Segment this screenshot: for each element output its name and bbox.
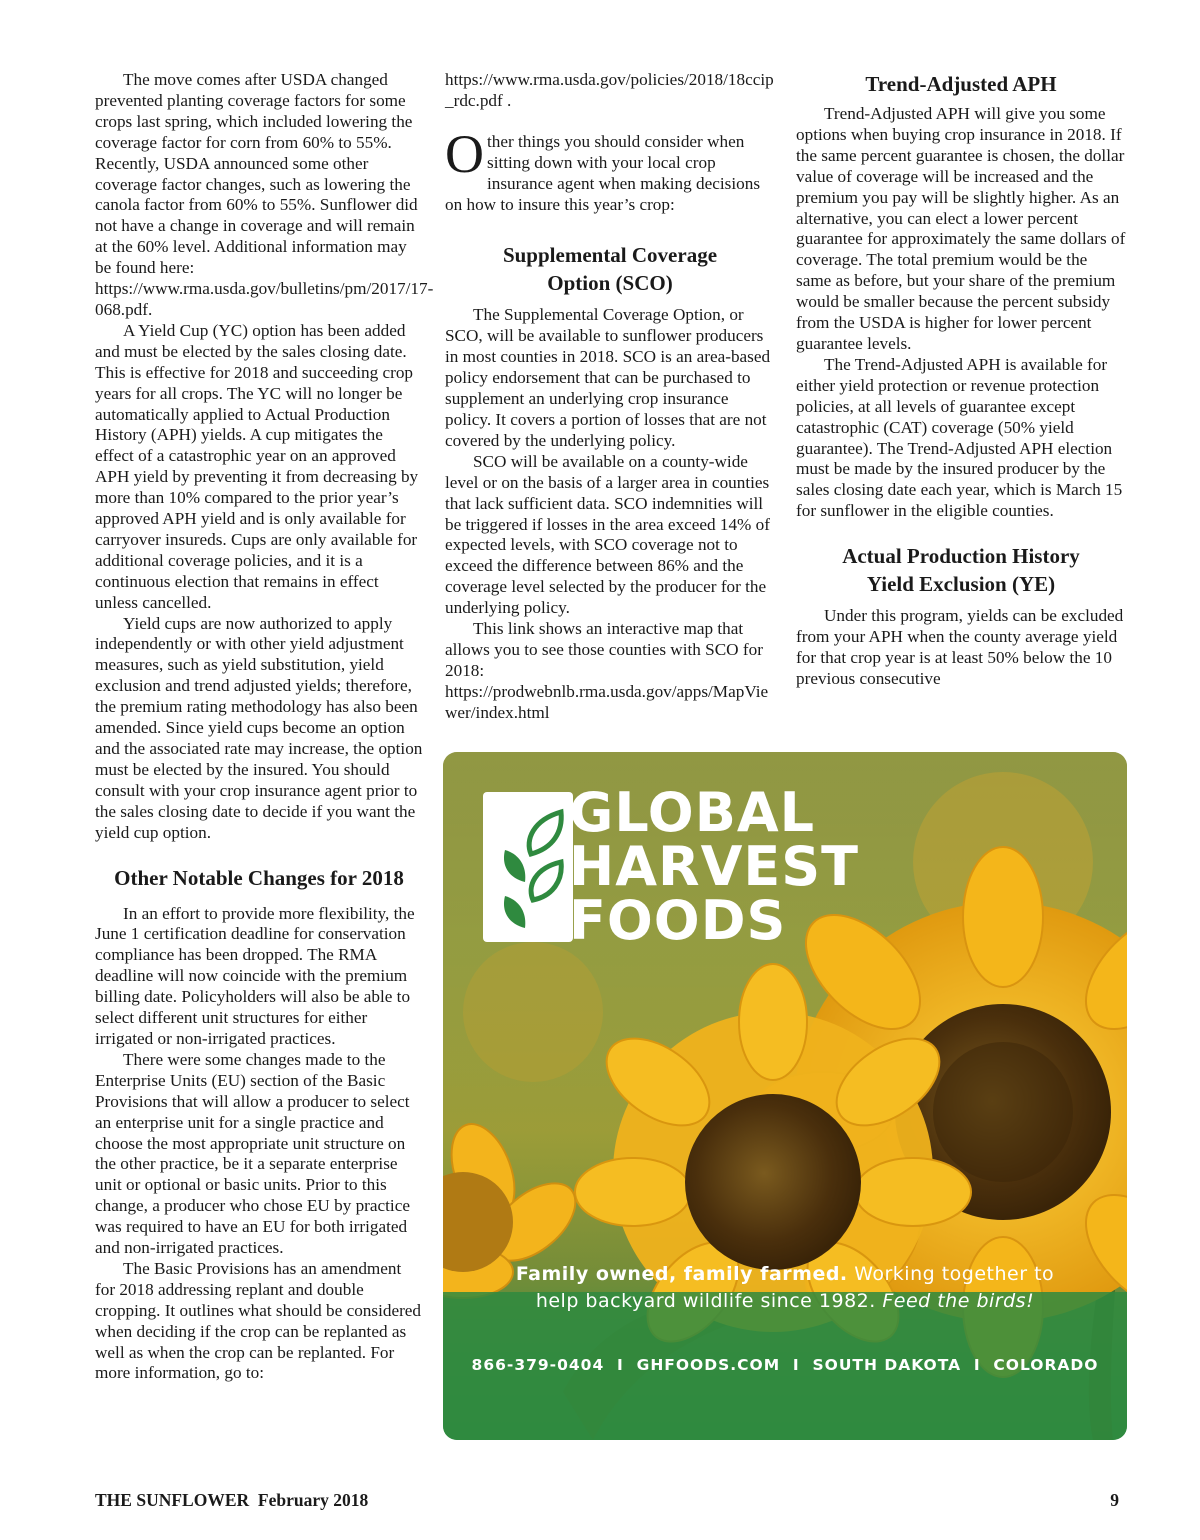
article-column-1 — [95, 70, 434, 1384]
tagline-italic: Feed the birds! — [882, 1290, 1035, 1312]
section-heading-other-changes: Other Notable Changes for 2018 — [114, 865, 404, 890]
brand-name — [569, 781, 859, 952]
paragraph: The Basic Provisions has an amendment for 2018 addressing replant and double cropping. It outlines what should be considered when deciding if the crop can be replanted as well as when the crop can be replanted. For more information, go to: — [95, 1258, 422, 1383]
tagline-line-1 — [443, 1261, 1127, 1288]
heading-line: Actual Production History — [842, 544, 1080, 569]
paragraph: The Trend-Adjusted APH is available for either yield protection or revenue protection policies, at all levels of guarantee except catastrophic (CAT) coverage (50% yield guarantee). The Trend-Adjusted APH election must be made by the insured producer by the sales closing date each year, which is March 15 for sunflower in the eligible counties. — [796, 354, 1123, 521]
drop-cap: O — [445, 123, 484, 184]
article-column-2 — [445, 70, 775, 724]
section-heading-trend-aph: Trend-Adjusted APH — [865, 72, 1057, 96]
article-column-3 — [796, 70, 1126, 690]
section-heading-sco — [445, 241, 775, 297]
paragraph: A Yield Cup (YC) option has been added and must be elected by the sales closing date. This is effective for 2018 and succeeding crop years for all crops. The YC will no longer be automatically applied to Actual Production History (APH) yields. A cup mitigates the effect of a catastrophic year on an approved APH yield by preventing it from decreasing by more than 10% compared to the prior year’s approved APH yield and is only available for carryover insureds. Cups are only available for additional coverage policies, and it is a continuous election that remains in effect unless cancelled. — [95, 320, 419, 612]
paragraph: There were some changes made to the Enterprise Units (EU) section of the Basic Provisions that will allow a producer to select an enterprise unit for a single practice and choose the most appropriate unit structure on the other practice, be it a separate enterprise unit or optional or basic units. Prior to this change, a producer who chose EU by practice was required to have an EU for both irrigated and non-irrigated practices. — [95, 1049, 410, 1258]
intro-paragraph — [445, 123, 775, 216]
paragraph: Yield cups are now authorized to apply independently or with other yield adjustment measures, such as yield substitution, yield exclusion and trend adjusted yields; therefore, the premium rating methodology has also been amended. Since yield cups become an option and the associated rate may increase, the option must be elected by the insured. You should consult with your crop insurance agent prior to the sales closing date to decide if you want the yield cup option. — [95, 613, 423, 842]
paragraph: Trend-Adjusted APH will give you some options when buying crop insurance in 2018. If the same percent guarantee is chosen, the dollar value of coverage will be increased and the premium you pay will be slightly higher. As an alternative, you can elect a lower percent guarantee for approximately the same dollars of coverage. The total premium would be the same as before, but your share of the premium would be smaller because the percent subsidy from the USDA is higher for lower percent guarantee levels. — [796, 104, 1126, 353]
brand-line: FOODS — [569, 889, 787, 952]
paragraph: SCO will be available on a county-wide level or on the basis of a larger area in counties that lack sufficient data. SCO indemnities will be triggered if losses in the area exceed 14% of expected levels, with SCO coverage not to exceed the difference between 86% and the coverage level selected by the producer for the underlying policy. — [445, 451, 770, 618]
tagline-text: help backyard wildlife since 1982. — [535, 1290, 883, 1312]
paragraph: This link shows an interactive map that allows you to see those counties with SCO for 2018: https://prodwebnlb.rma.usda.gov/apps/MapViewer/index.html — [445, 619, 769, 722]
brand-line: GLOBAL — [569, 781, 816, 844]
heading-line: Yield Exclusion (YE) — [866, 572, 1056, 597]
heading-line: Option (SCO) — [547, 271, 673, 296]
paragraph: Under this program, yields can be excluded from your APH when the county average yield for that crop year is at least 50% below the 10 previous consecutive — [796, 606, 1124, 688]
tagline-line-2 — [443, 1288, 1127, 1315]
tagline-text: Working together to — [847, 1263, 1055, 1285]
background-flower — [463, 942, 603, 1082]
leaf-logo-icon — [483, 792, 573, 942]
ad-tagline — [443, 1261, 1127, 1315]
tagline-bold: Family owned, family farmed. — [515, 1263, 848, 1285]
brand-line: HARVEST — [569, 835, 859, 898]
intro-text: ther things you should consider when sitting down with your local crop insurance agent when making decisions on how to insure this year’s crop: — [445, 131, 761, 214]
ad-contact-line: 866-379-0404 I GHFOODS.COM I SOUTH DAKOTA I COLORADO — [471, 1356, 1099, 1374]
paragraph: The move comes after USDA changed prevented planting coverage factors for some crops last spring, which included lowering the coverage factor for corn from 60% to 55%. Recently, USDA announced some other coverage factor changes, such as lowering the canola factor from 60% to 55%. Sunflower did not have a change in coverage and will remain at the 60% level. Additional information may be found here: https://www.rma.usda.gov/bulletins/pm/2017/17-068.pdf. — [95, 70, 434, 319]
paragraph: The Supplemental Coverage Option, or SCO, will be available to sunflower producers in most counties in 2018. SCO is an area-based policy endorsement that can be purchased to supplement an underlying crop insurance policy. It covers a portion of losses that are not covered by the underlying policy. — [445, 305, 771, 450]
heading-line: Supplemental Coverage — [502, 243, 718, 268]
paragraph-link: https://www.rma.usda.gov/policies/2018/18ccip_rdc.pdf . — [445, 70, 774, 110]
footer-publication: THE SUNFLOWER February 2018 — [95, 1490, 369, 1510]
advertisement-global-harvest-foods — [443, 752, 1127, 1440]
brand-logo-mark — [483, 792, 573, 942]
paragraph: In an effort to provide more flexibility, the June 1 certification deadline for conservation compliance has been dropped. The RMA deadline will now coincide with the premium billing date. Policyholders will also be able to select different unit structures for either irrigated or non-irrigated practices. — [95, 903, 415, 1048]
page-number: 9 — [1110, 1490, 1119, 1510]
section-heading-aph-ye — [796, 542, 1126, 598]
